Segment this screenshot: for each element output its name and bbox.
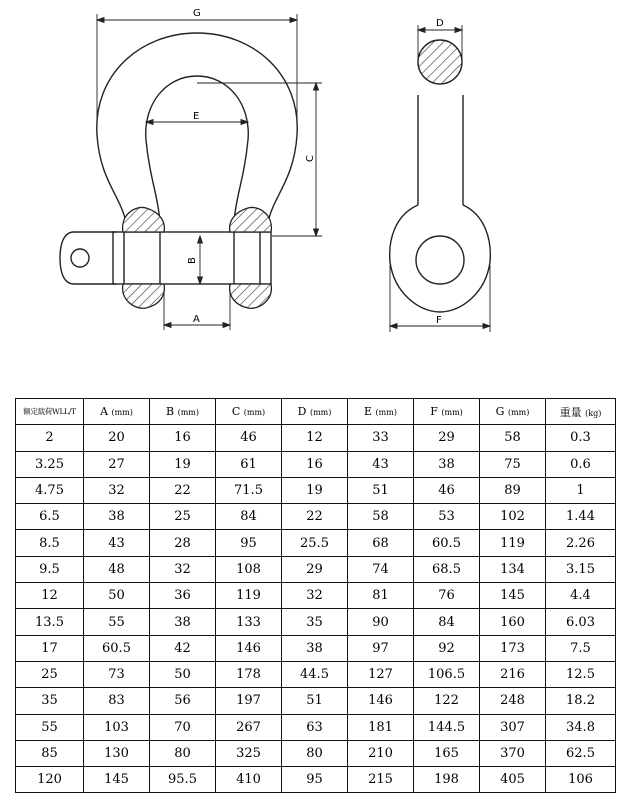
table-cell: 12 [282,425,348,451]
table-cell: 80 [282,740,348,766]
table-cell: 181 [348,714,414,740]
header-e: E (mm) [348,399,414,425]
table-cell: 146 [348,688,414,714]
table-cell: 4.75 [16,477,84,503]
table-cell: 92 [414,635,480,661]
table-cell: 1.44 [546,504,616,530]
table-row [16,451,616,477]
table-cell: 51 [282,688,348,714]
table-cell: 70 [150,714,216,740]
table-cell: 35 [16,688,84,714]
dim-label-a: A [193,314,200,325]
table-cell: 22 [150,477,216,503]
table-cell: 53 [414,504,480,530]
table-cell: 9.5 [16,556,84,582]
table-cell: 7.5 [546,635,616,661]
table-cell: 119 [216,583,282,609]
shackle-technical-drawing [0,0,633,395]
table-header-row [16,399,616,425]
shackle-front-view [60,33,297,284]
table-row [16,635,616,661]
table-cell: 12.5 [546,661,616,687]
table-cell: 173 [480,635,546,661]
table-cell: 18.2 [546,688,616,714]
table-row [16,530,616,556]
table-cell: 81 [348,583,414,609]
dim-label-g: G [193,8,201,19]
table-row [16,504,616,530]
table-cell: 2.26 [546,530,616,556]
table-cell: 43 [348,451,414,477]
table-cell: 20 [84,425,150,451]
table-row [16,425,616,451]
table-cell: 122 [414,688,480,714]
table-cell: 108 [216,556,282,582]
table-cell: 106 [546,767,616,793]
table-cell: 61 [216,451,282,477]
table-row [16,661,616,687]
table-cell: 51 [348,477,414,503]
table-cell: 68.5 [414,556,480,582]
table-cell: 248 [480,688,546,714]
table-cell: 34.8 [546,714,616,740]
table-cell: 58 [480,425,546,451]
header-g: G (mm) [480,399,546,425]
table-body [16,425,616,793]
table-cell: 197 [216,688,282,714]
table-cell: 85 [16,740,84,766]
table-cell: 22 [282,504,348,530]
table-cell: 102 [480,504,546,530]
table-cell: 55 [84,609,150,635]
table-cell: 33 [348,425,414,451]
table-cell: 0.6 [546,451,616,477]
table-cell: 16 [150,425,216,451]
table-cell: 13.5 [16,609,84,635]
table-cell: 8.5 [16,530,84,556]
table-cell: 60.5 [414,530,480,556]
table-cell: 71.5 [216,477,282,503]
table-cell: 410 [216,767,282,793]
table-cell: 370 [480,740,546,766]
table-cell: 6.5 [16,504,84,530]
table-cell: 36 [150,583,216,609]
table-cell: 95 [282,767,348,793]
table-cell: 60.5 [84,635,150,661]
table-cell: 68 [348,530,414,556]
table-cell: 178 [216,661,282,687]
table-cell: 25 [150,504,216,530]
table-cell: 28 [150,530,216,556]
table-cell: 32 [282,583,348,609]
table-cell: 44.5 [282,661,348,687]
table-row [16,609,616,635]
table-row [16,767,616,793]
table-cell: 133 [216,609,282,635]
table-cell: 48 [84,556,150,582]
table-cell: 6.03 [546,609,616,635]
table-cell: 165 [414,740,480,766]
table-cell: 25 [16,661,84,687]
table-cell: 58 [348,504,414,530]
dim-label-c: C [305,155,316,162]
table-cell: 0.3 [546,425,616,451]
table-cell: 97 [348,635,414,661]
table-cell: 75 [480,451,546,477]
table-cell: 307 [480,714,546,740]
table-cell: 56 [150,688,216,714]
table-cell: 50 [84,583,150,609]
table-cell: 38 [84,504,150,530]
table-cell: 50 [150,661,216,687]
header-c: C (mm) [216,399,282,425]
table-cell: 4.4 [546,583,616,609]
table-cell: 32 [150,556,216,582]
table-cell: 16 [282,451,348,477]
table-cell: 73 [84,661,150,687]
table-row [16,556,616,582]
table-cell: 216 [480,661,546,687]
table-cell: 144.5 [414,714,480,740]
table-cell: 405 [480,767,546,793]
table-cell: 210 [348,740,414,766]
table-cell: 84 [414,609,480,635]
table-cell: 89 [480,477,546,503]
table-cell: 63 [282,714,348,740]
table-cell: 198 [414,767,480,793]
table-cell: 38 [282,635,348,661]
table-cell: 325 [216,740,282,766]
table-cell: 119 [480,530,546,556]
front-view-dimensions [97,14,322,330]
table-row [16,740,616,766]
table-cell: 55 [16,714,84,740]
table-cell: 84 [216,504,282,530]
table-cell: 27 [84,451,150,477]
shackle-side-view [390,95,491,312]
table-cell: 3.25 [16,451,84,477]
table-row [16,583,616,609]
dim-label-f: F [436,315,442,326]
header-f: F (mm) [414,399,480,425]
dim-label-d: D [436,18,444,29]
table-cell: 95.5 [150,767,216,793]
table-cell: 38 [414,451,480,477]
table-cell: 103 [84,714,150,740]
table-cell: 130 [84,740,150,766]
header-wll: 额定载荷WLL/T [16,399,84,425]
table-cell: 267 [216,714,282,740]
table-cell: 25.5 [282,530,348,556]
table-cell: 120 [16,767,84,793]
table-cell: 76 [414,583,480,609]
table-cell: 35 [282,609,348,635]
table-cell: 3.15 [546,556,616,582]
table-cell: 12 [16,583,84,609]
table-cell: 19 [150,451,216,477]
table-row [16,477,616,503]
header-a: A (mm) [84,399,150,425]
table-cell: 1 [546,477,616,503]
table-cell: 127 [348,661,414,687]
table-cell: 134 [480,556,546,582]
table-cell: 19 [282,477,348,503]
header-b: B (mm) [150,399,216,425]
side-view-pin-section [418,40,462,84]
table-cell: 17 [16,635,84,661]
table-cell: 145 [84,767,150,793]
table-cell: 146 [216,635,282,661]
dim-label-e: E [193,111,200,122]
table-cell: 2 [16,425,84,451]
table-cell: 32 [84,477,150,503]
table-cell: 83 [84,688,150,714]
table-row [16,688,616,714]
table-cell: 90 [348,609,414,635]
table-cell: 43 [84,530,150,556]
table-cell: 95 [216,530,282,556]
header-d: D (mm) [282,399,348,425]
table-cell: 215 [348,767,414,793]
table-cell: 29 [282,556,348,582]
shackle-spec-table [15,398,616,793]
table-cell: 106.5 [414,661,480,687]
table-cell: 145 [480,583,546,609]
table-cell: 38 [150,609,216,635]
table-cell: 62.5 [546,740,616,766]
table-row [16,714,616,740]
table-cell: 46 [414,477,480,503]
table-cell: 74 [348,556,414,582]
table-cell: 160 [480,609,546,635]
table-cell: 80 [150,740,216,766]
table-cell: 42 [150,635,216,661]
table-cell: 46 [216,425,282,451]
dim-label-b: B [187,257,198,264]
header-weight: 重量 (kg) [546,399,616,425]
table-cell: 29 [414,425,480,451]
